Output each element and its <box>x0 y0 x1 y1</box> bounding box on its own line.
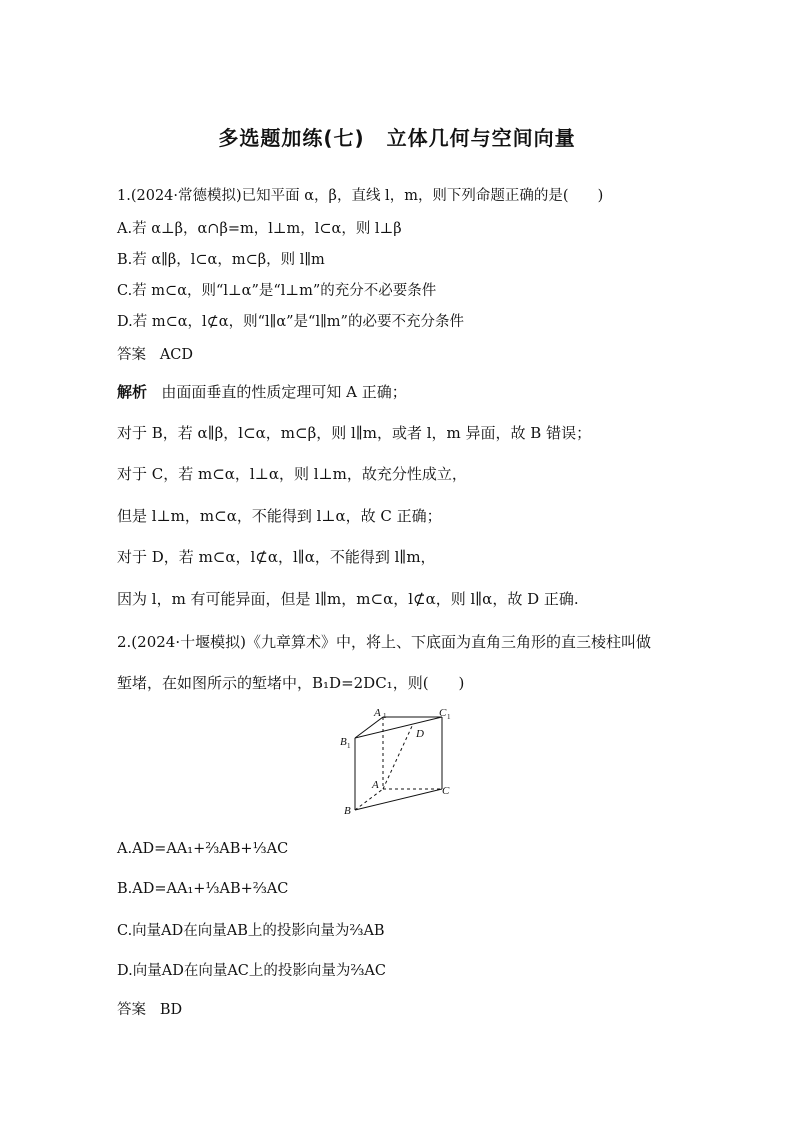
label-a1: A <box>374 707 381 719</box>
q2-answer <box>117 1000 182 1020</box>
q1-option-b: B.若 α∥β，l⊂α，m⊂β，则 l∥m <box>117 252 325 268</box>
label-b: B <box>344 805 351 817</box>
analysis-label: 解析 <box>117 383 148 401</box>
q1-stem: 1.(2024·常德模拟)已知平面 α，β，直线 l，m，则下列命题正确的是( ) <box>117 188 604 204</box>
answer-label: 答案 <box>117 1002 146 1018</box>
prism-figure <box>336 706 466 821</box>
q1-analysis-6: 因为 l，m 有可能异面，但是 l∥m，m⊂α，l⊄α，则 l∥α，故 D 正确. <box>117 590 579 608</box>
q1-option-d: D.若 m⊂α，l⊄α，则“l∥α”是“l∥m”的必要不充分条件 <box>117 314 464 330</box>
answer-value: BD <box>159 1002 183 1018</box>
title-series: 多选题加练(七) <box>218 126 365 150</box>
svg-text:1: 1 <box>383 712 387 720</box>
q1-option-a: A.若 α⊥β，α∩β=m，l⊥m，l⊂α，则 l⊥β <box>117 221 402 237</box>
page-title <box>0 122 794 151</box>
edge-bc <box>355 789 442 810</box>
q2-option-d: D.向量AD在向量AC上的投影向量为⅔AC <box>117 963 386 979</box>
edge-b1c1 <box>355 717 442 738</box>
segment-ad-hidden <box>383 724 413 789</box>
title-topic: 立体几何与空间向量 <box>386 126 576 150</box>
q2-option-b: B.AD=AA₁+⅓AB+⅔AC <box>117 881 289 897</box>
svg-text:1: 1 <box>347 742 351 750</box>
q2-stem-1: 2.(2024·十堰模拟)《九章算术》中，将上、下底面为直角三角形的直三棱柱叫做 <box>117 633 651 651</box>
label-d: D <box>416 728 424 740</box>
q1-analysis-1 <box>117 382 407 402</box>
q1-analysis-5: 对于 D，若 m⊂α，l⊄α，l∥α，不能得到 l∥m， <box>117 548 436 566</box>
q2-stem-2: 堑堵，在如图所示的堑堵中，B₁D=2DC₁，则( ) <box>117 674 465 692</box>
q2-option-c: C.向量AD在向量AB上的投影向量为⅔AB <box>117 923 385 939</box>
q1-analysis-3: 对于 C，若 m⊂α，l⊥α，则 l⊥m，故充分性成立， <box>117 465 467 483</box>
q1-analysis-4: 但是 l⊥m，m⊂α，不能得到 l⊥α，故 C 正确； <box>117 507 442 525</box>
svg-text:1: 1 <box>447 713 451 721</box>
label-c1: C <box>439 707 447 719</box>
analysis-text: 由面面垂直的性质定理可知 A 正确； <box>161 383 407 401</box>
label-c: C <box>442 785 450 797</box>
q1-analysis-2: 对于 B，若 α∥β，l⊂α，m⊂β，则 l∥m，或者 l，m 异面，故 B 错误； <box>117 424 592 442</box>
answer-label: 答案 <box>117 347 146 363</box>
q1-option-c: C.若 m⊂α，则“l⊥α”是“l⊥m”的充分不必要条件 <box>117 283 437 299</box>
label-a: A <box>372 779 379 791</box>
answer-value: ACD <box>159 347 194 363</box>
q1-answer <box>117 345 193 365</box>
q2-option-a: A.AD=AA₁+⅔AB+⅓AC <box>117 841 289 857</box>
label-b1: B <box>340 736 347 748</box>
